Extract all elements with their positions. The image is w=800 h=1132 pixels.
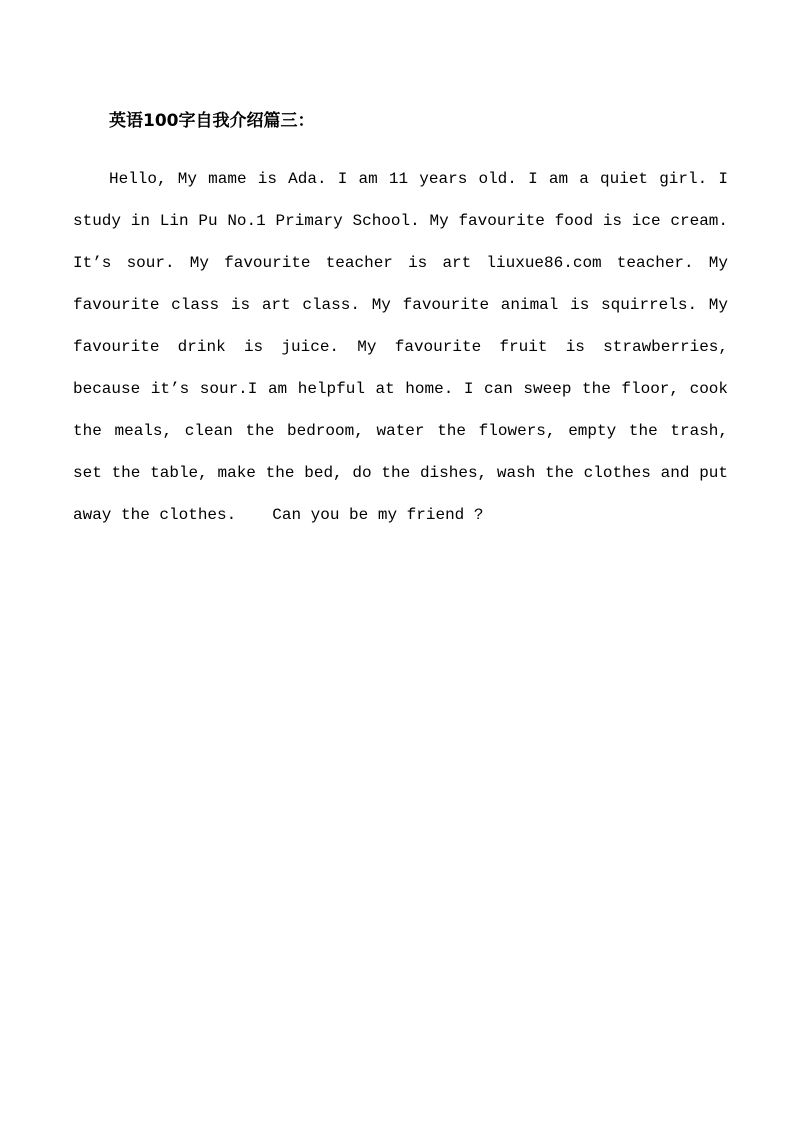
body-paragraph <box>73 158 728 536</box>
paragraph-main-text: Hello, My mame is Ada. I am 11 years old. I am a quiet girl. I study in Lin Pu No.1 Primary School. My favourite food is ice cream. It’s sour. My favourite teacher is art liuxue86.com teacher. My favourite class is art class. My favourite animal is squirrels. My favourite drink is juice. My favourite fruit is strawberries, because it’s sour.I am helpful at home. I can sweep the floor, cook the meals, clean the bedroom, water the flowers, empty the trash, set the table, make the bed, do the dishes, wash the clothes and put away the clothes. <box>73 170 728 524</box>
section-heading: 英语100字自我介绍篇三： <box>109 111 315 131</box>
paragraph-closing-question: Can you be my friend ? <box>272 506 484 524</box>
